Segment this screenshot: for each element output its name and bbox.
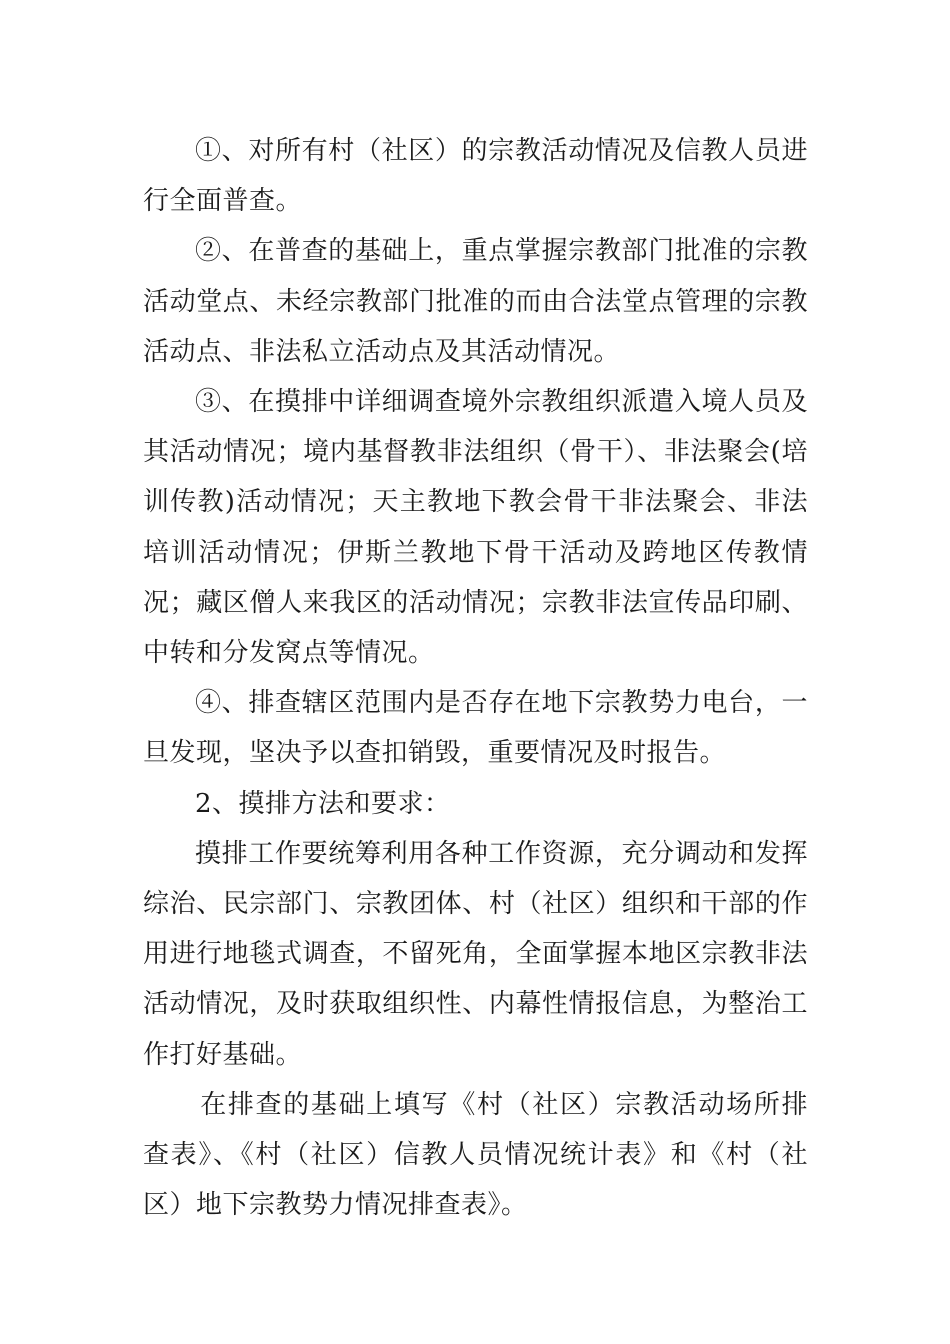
section-heading-methods: 2、摸排方法和要求： [195,788,451,819]
paragraph-item-1-census: ①、对所有村（社区）的宗教活动情况及信教人员进行全面普查。 [143,136,808,217]
paragraph-forms: 在排查的基础上填写《村（社区）宗教活动场所排查表》、《村（社区）信教人员情况统计表》和《村（社区）地下宗教势力情况排查表》。 [143,1089,808,1221]
paragraph-item-3-investigation: ③、在摸排中详细调查境外宗教组织派遣入境人员及其活动情况；境内基督教非法组织（骨干）、非法聚会(培训传教)活动情况；天主教地下教会骨干非法聚会、非法培训活动情况；伊斯兰教地下骨干活动及跨地区传教情况；藏区僧人来我区的活动情况；宗教非法宣传品印刷、中转和分发窝点等情况。 [143,387,808,669]
paragraph-item-2-key-sites: ②、在普查的基础上，重点掌握宗教部门批准的宗教活动堂点、未经宗教部门批准的而由合法堂点管理的宗教活动点、非法私立活动点及其活动情况。 [143,236,808,367]
paragraph-methods-body: 摸排工作要统筹利用各种工作资源，充分调动和发挥综治、民宗部门、宗教团体、村（社区）组织和干部的作用进行地毯式调查，不留死角，全面掌握本地区宗教非法活动情况，及时获取组织性、内幕性情报信息，为整治工作打好基础。 [143,838,808,1070]
document-body [143,126,808,1230]
paragraph-item-4-radio-stations: ④、排查辖区范围内是否存在地下宗教势力电台，一旦发现，坚决予以查扣销毁，重要情况及时报告。 [143,688,808,769]
